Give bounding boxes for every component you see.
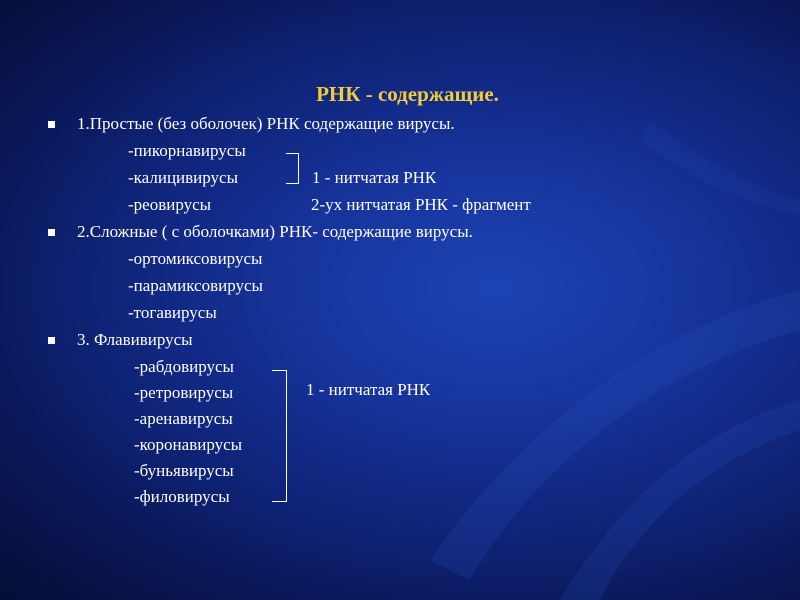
section-2-heading: 2.Сложные ( с оболочками) РНК- содержащие вирусы. bbox=[77, 222, 473, 241]
bullet-section-3 bbox=[48, 337, 55, 344]
section-3-item-arenaviruses: -аренавирусы bbox=[134, 409, 233, 428]
section-2-item-togaviruses: -тогавирусы bbox=[128, 303, 217, 322]
section-3-item-rhabdoviruses: -рабдовирусы bbox=[134, 357, 234, 376]
bullet-section-2 bbox=[48, 229, 55, 236]
bullet-section-1 bbox=[48, 121, 55, 128]
section-1-item-picornaviruses: -пикорнавирусы bbox=[128, 141, 246, 160]
section-1-bracket bbox=[286, 153, 299, 184]
section-3-item-coronaviruses: -коронавирусы bbox=[134, 435, 243, 454]
section-3-item-filoviruses: -филовирусы bbox=[134, 487, 230, 506]
section-1-item-caliciviruses: -калицивирусы bbox=[128, 168, 239, 187]
section-1-note-double-strand: 2-ух нитчатая РНК - фрагмент bbox=[311, 195, 531, 214]
section-2-item-orthomyxoviruses: -ортомиксовирусы bbox=[128, 249, 263, 268]
section-1-heading: 1.Простые (без оболочек) РНК содержащие вирусы. bbox=[77, 114, 455, 133]
section-1-item-reoviruses: -реовирусы bbox=[128, 195, 212, 214]
section-3-heading: 3. Флавивирусы bbox=[77, 330, 193, 349]
section-3-bracket bbox=[272, 370, 287, 502]
section-3-item-retroviruses: -ретровирусы bbox=[134, 383, 234, 402]
section-2-item-paramyxoviruses: -парамиксовирусы bbox=[128, 276, 263, 295]
section-1-note-single-strand: 1 - нитчатая РНК bbox=[312, 168, 437, 187]
section-3-note-single-strand: 1 - нитчатая РНК bbox=[306, 380, 431, 399]
section-3-item-bunyaviruses: -буньявирусы bbox=[134, 461, 234, 480]
slide-title: РНК - содержащие. bbox=[316, 82, 499, 106]
